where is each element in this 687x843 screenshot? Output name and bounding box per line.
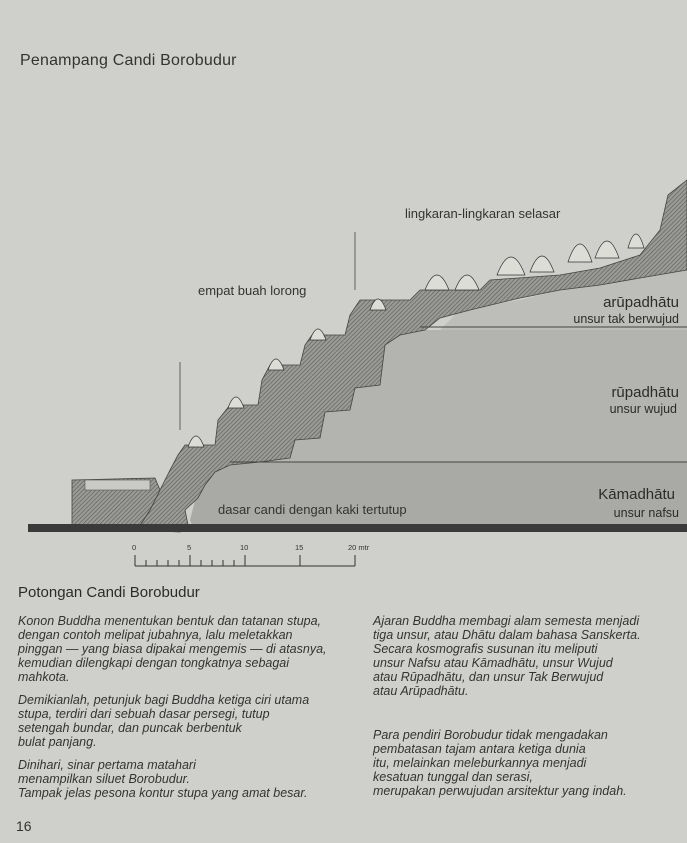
ground-line (28, 524, 687, 532)
label-rupadhatu: rūpadhātu (611, 384, 679, 401)
diagram-title: Penampang Candi Borobudur (20, 52, 237, 69)
label-arupadhatu-sub: unsur tak berwujud (573, 312, 679, 326)
label-rupadhatu-sub: unsur wujud (609, 402, 677, 416)
left-column (18, 614, 363, 809)
left-paragraph-1: Konon Buddha menentukan bentuk dan tatanan stupa, dengan contoh melipat jubahnya, lalu meletakkan pinggan — yang biasa dipakai mengemis — di atasnya, kemudian dilengkapi dengan tongkatnya sebagai mahkota. (18, 614, 327, 684)
label-dasar: dasar candi dengan kaki tertutup (218, 502, 407, 517)
label-arupadhatu: arūpadhātu (603, 294, 679, 311)
scale-bar (135, 555, 355, 566)
right-paragraph-2: Para pendiri Borobudur tidak mengadakan pembatasan tajam antara ketiga dunia itu, melainkan meleburkannya menjadi kesatuan tunggal dan serasi, merupakan perwujudan arsitektur yang indah. (373, 728, 627, 798)
page-number: 16 (16, 818, 32, 834)
label-lorong: empat buah lorong (198, 283, 307, 298)
section-title: Potongan Candi Borobudur (18, 584, 200, 601)
scale-tick-0: 0 (132, 543, 137, 552)
scale-tick-10: 10 (240, 543, 249, 552)
left-paragraph-3: Dinihari, sinar pertama matahari menampilkan siluet Borobudur. Tampak jelas pesona kontur stupa yang amat besar. (18, 758, 308, 800)
label-lingkaran: lingkaran-lingkaran selasar (405, 206, 561, 221)
scale-tick-5: 5 (187, 543, 192, 552)
right-column (373, 614, 683, 807)
left-paragraph-2: Demikianlah, petunjuk bagi Buddha ketiga ciri utama stupa, terdiri dari sebuah dasar persegi, tutup setengah bundar, dan puncak berbentuk bulat panjang. (18, 693, 310, 749)
scale-tick-20: 20 mtr (348, 543, 370, 552)
scale-tick-15: 15 (295, 543, 304, 552)
label-kamadhatu: Kāmadhātu (598, 486, 675, 503)
label-kamadhatu-sub: unsur nafsu (613, 506, 679, 520)
right-paragraph-1: Ajaran Buddha membagi alam semesta menjadi tiga unsur, atau Dhātu dalam bahasa Sanskerta. Secara kosmografis susunan itu meliputi unsur Nafsu atau Kāmadhātu, unsur Wujud atau Rūpadhātu, dan unsur Tak Berwujud atau Arūpadhātu. (373, 614, 641, 698)
